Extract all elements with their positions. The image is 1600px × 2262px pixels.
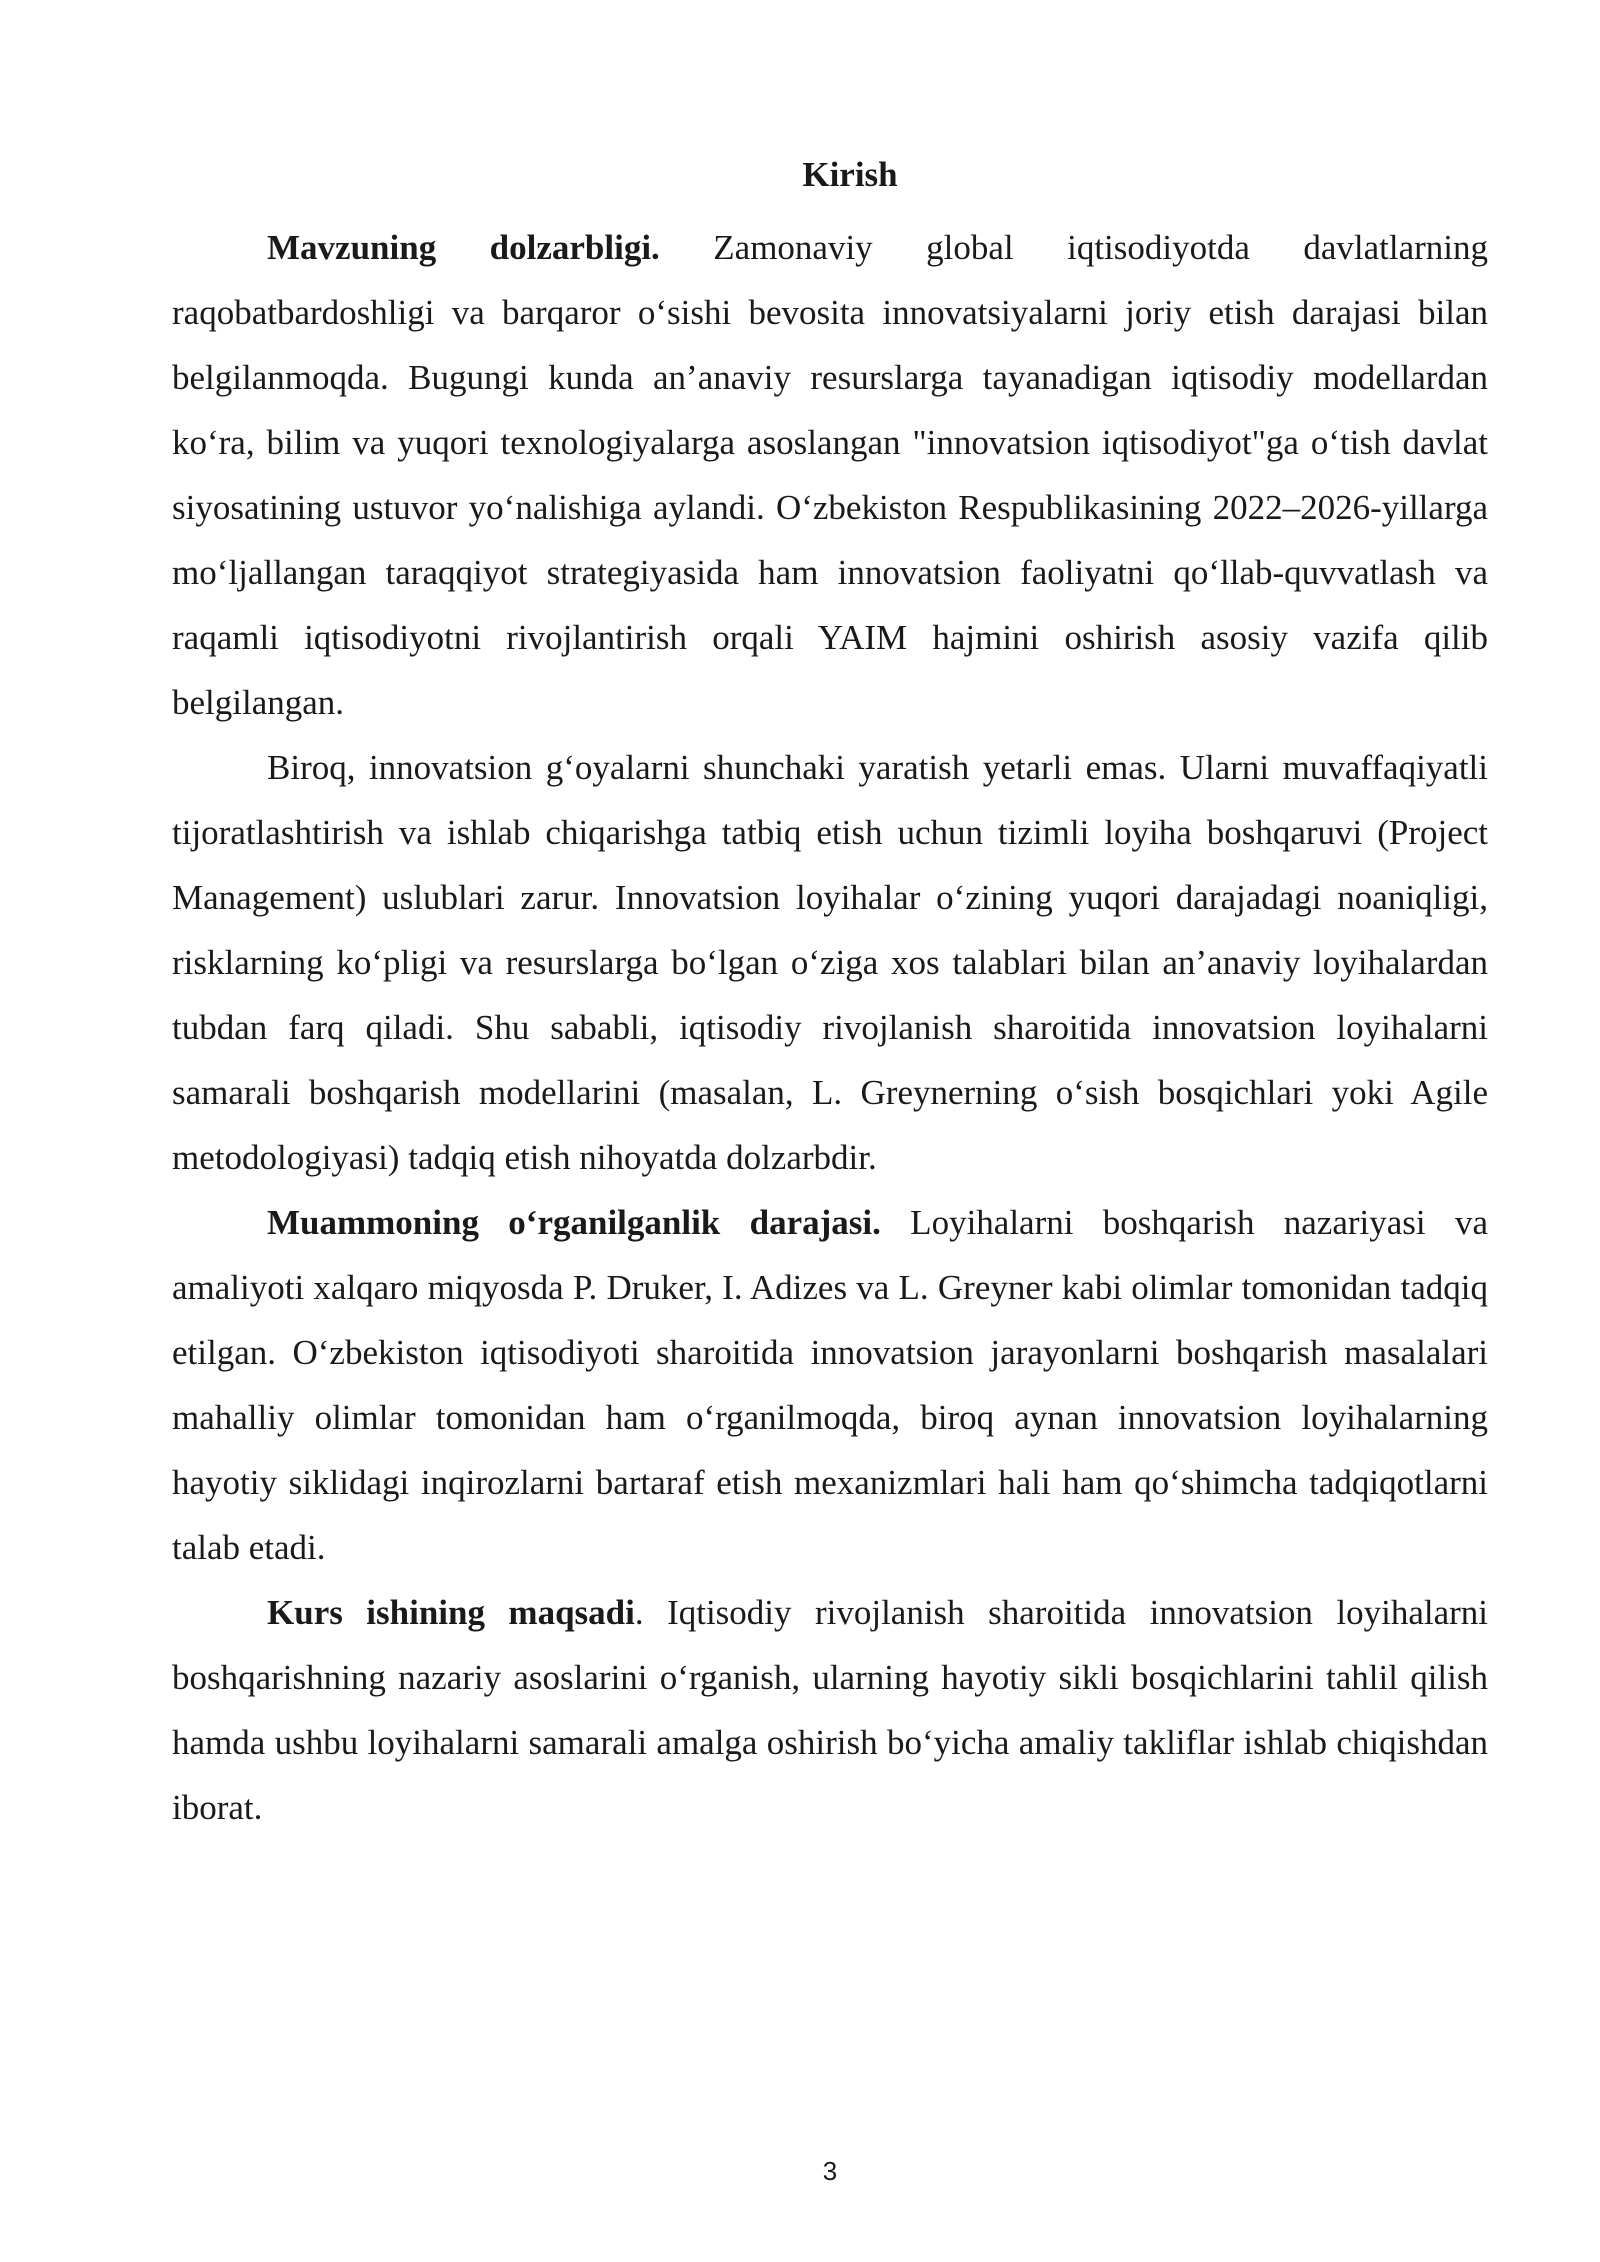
paragraph-lead: Kurs ishining maqsadi (267, 1593, 635, 1632)
paragraph-goal (172, 1580, 1488, 1840)
paragraph-relevance (172, 215, 1488, 735)
page-number: 3 (822, 2156, 838, 2186)
section-heading: Kirish (802, 155, 898, 194)
paragraph-project-management (172, 735, 1488, 1190)
paragraph-text: Zamonaviy global iqtisodiyotda davlatlarning raqobatbardoshligi va barqaror o‘sishi bevosita innovatsiyalarni joriy etish darajasi bilan belgilanmoqda. Bugungi kunda an’anaviy resurslarga tayanadigan iqtisodiy modellardan ko‘ra, bilim va yuqori texnologiyalarga asoslangan "innovatsion iqtisodiyot"ga o‘tish davlat siyosatining ustuvor yo‘nalishiga aylandi. O‘zbekiston Respublikasining 2022–2026-yillarga mo‘ljallangan taraqqiyot strategiyasida ham innovatsion faoliyatni qo‘llab-quvvatlash va raqamli iqtisodiyotni rivojlantirish orqali YAIM hajmini oshirish asosiy vazifa qilib belgilangan. (172, 228, 1488, 722)
paragraph-text: Loyihalarni boshqarish nazariyasi va amaliyoti xalqaro miqyosda P. Druker, I. Adizes va L. Greyner kabi olimlar tomonidan tadqiq etilgan. O‘zbekiston iqtisodiyoti sharoitida innovatsion jarayonlarni boshqarish masalalari mahalliy olimlar tomonidan ham o‘rganilmoqda, biroq aynan innovatsion loyihalarning hayotiy siklidagi inqirozlarni bartaraf etish mexanizmlari hali ham qo‘shimcha tadqiqotlarni talab etadi. (172, 1203, 1488, 1567)
paragraph-text: . Iqtisodiy rivojlanish sharoitida innovatsion loyihalarni boshqarishning nazariy asoslarini o‘rganish, ularning hayotiy sikli bosqichlarini tahlil qilish hamda ushbu loyihalarni samarali amalga oshirish bo‘yicha amaliy takliflar ishlab chiqishdan iborat. (172, 1593, 1489, 1827)
paragraph-lead: Mavzuning dolzarbligi. (267, 228, 660, 267)
paragraph-text: Biroq, innovatsion g‘oyalarni shunchaki yaratish yetarli emas. Ularni muvaffaqiyatli tijoratlashtirish va ishlab chiqarishga tatbiq etish uchun tizimli loyiha boshqaruvi (Project Management) uslublari zarur. Innovatsion loyihalar o‘zining yuqori darajadagi noaniqligi, risklarning ko‘pligi va resurslarga bo‘lgan o‘ziga xos talablari bilan an’anaviy loyihalardan tubdan farq qiladi. Shu sababli, iqtisodiy rivojlanish sharoitida innovatsion loyihalarni samarali boshqarish modellarini (masalan, L. Greynerning o‘sish bosqichlari yoki Agile metodologiyasi) tadqiq etish nihoyatda dolzarbdir. (172, 748, 1488, 1177)
document-body (172, 150, 1488, 1840)
paragraph-research-level (172, 1190, 1488, 1580)
paragraph-lead: Muammoning o‘rganilganlik darajasi. (267, 1203, 881, 1242)
